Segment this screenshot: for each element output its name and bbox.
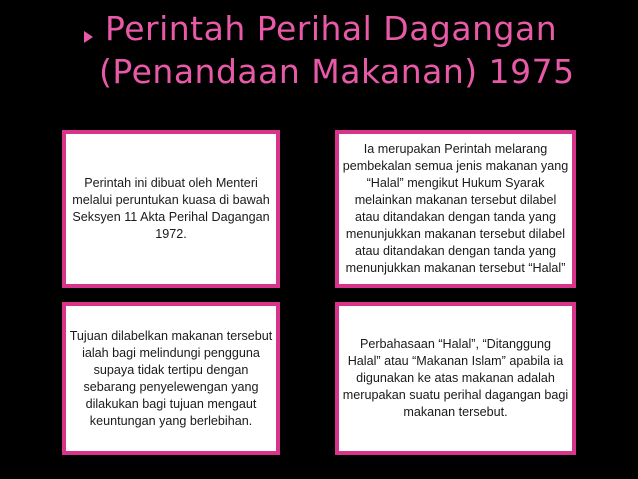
title-line-2: (Penandaan Makanan) 1975	[99, 52, 575, 91]
info-box-top-right	[335, 130, 576, 288]
info-box-text: Ia merupakan Perintah melarang pembekalan semua jenis makanan yang “Halal” mengikut Hukum Syarak melainkan makanan tersebut dilabel atau ditandakan dengan tanda yang menunjukkan makanan tersebut dilabel atau ditandakan dengan tanda yang menunjukkan makanan tersebut “Halal”	[342, 142, 569, 275]
slide-title	[0, 0, 638, 110]
info-box-text: Perbahasaan “Halal”, “Ditanggung Halal” atau “Makanan Islam” apabila ia digunakan ke atas makanan adalah merupakan suatu perihal dagangan bagi makanan tersebut.	[342, 337, 569, 419]
info-box-text: Tujuan dilabelkan makanan tersebut ialah bagi melindungi pengguna supaya tidak tertipu dengan sebarang penyelewengan yang dilakukan bagi tujuan mengaut keuntungan yang berlebihan.	[69, 328, 273, 428]
title-line-1: Perintah Perihal Dagangan	[105, 9, 558, 48]
info-box-bottom-left	[62, 302, 280, 455]
info-box-text: Perintah ini dibuat oleh Menteri melalui peruntukan kuasa di bawah Seksyen 11 Akta Perihal Dagangan 1972.	[72, 176, 270, 241]
info-box-top-left	[62, 130, 280, 288]
arrow-bullet-icon	[84, 31, 93, 43]
info-box-bottom-right	[335, 302, 576, 455]
